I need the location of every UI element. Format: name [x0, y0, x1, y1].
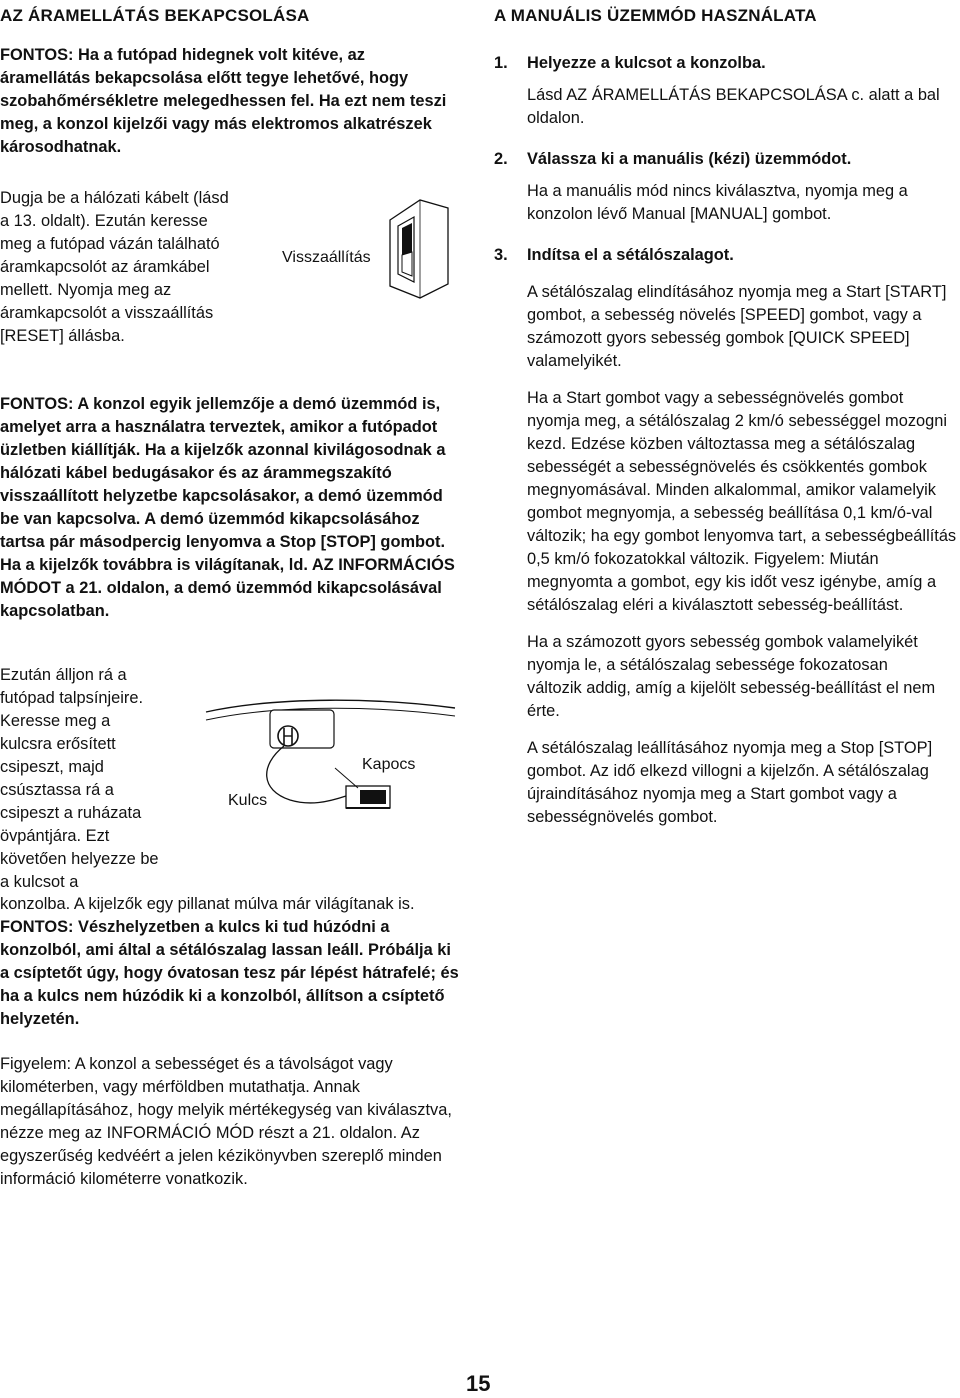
key-cord	[267, 746, 346, 803]
clip-leader-line	[335, 768, 358, 788]
step-1	[494, 52, 960, 130]
page-number: 15	[466, 1371, 491, 1396]
power-switch-icon	[390, 200, 448, 298]
step-number: 3.	[494, 246, 508, 264]
step-list	[494, 52, 960, 829]
step-paragraph: Ha a Start gombot vagy a sebességnövelés gombot nyomja meg, a sétálószalag 2 km/ó sebességgel mozogni kezd. Edzése közben változtassa meg a sétálószalag sebességét a sebességnövelés és csökkentés gombok megnyomásával. Minden alkalommal, amikor valamelyik gombot megnyomja, a sebesség beállítása 0,1 km/ó-val változik; ha egy gombot lenyomva tart, a sebességbeállítás 0,5 km/ó fokozatokkal változik. Figyelem: Miután megnyomta a gombot, egy kis időt vesz igénybe, amíg a sétálószalag eléri a kiválasztott sebesség-beállítást.	[527, 389, 957, 614]
step-2	[494, 148, 960, 226]
key-label: Kulcs	[228, 792, 268, 809]
step-title: Helyezze a kulcsot a konzolba.	[527, 54, 766, 72]
key-clip-instructions: Ezután álljon rá a futópad talpsínjeire. Keresse meg a kulcsra erősített csipeszt, majd csúsztassa rá a csipeszt a ruházata övpántjára. Ezt követően helyezze be a kulcsot a	[0, 666, 159, 891]
units-note: Figyelem: A konzol a sebességet és a távolságot vagy kilométerben, vagy mérföldben mutathatja. Annak megállapításához, hogy melyik mértékegység van kiválasztva, nézze meg az INFORMÁCIÓ MÓD részt a 21. oldalon. Az egyszerűség kedvéért a jelen kézikönyvben szereplő minden információ kilométerre vonatkozik.	[0, 1055, 452, 1188]
step-paragraph: A sétálószalag elindításához nyomja meg a Start [START] gombot, a sebesség növelés [SPEED] gombot, vagy a számozott gyors sebesség gombok [QUICK SPEED] valamelyikét.	[527, 283, 947, 370]
step-number: 1.	[494, 54, 508, 72]
left-heading: AZ ÁRAMELLÁTÁS BEKAPCSOLÁSA	[0, 6, 310, 25]
step-3	[494, 244, 960, 829]
step-paragraph: Ha a számozott gyors sebesség gombok valamelyikét nyomja le, a sétálószalag sebessége fokozatosan változik addig, amíg a kijelölt sebesség-beállítást el nem érte.	[527, 633, 936, 720]
important-demo-mode-note: FONTOS: A konzol egyik jellemzője a demó üzemmód is, amelyet arra a használatra terveztek, amikor a futópadot üzletben kiállítják. Ha a kijelzők azonnal kivilágosodnak a hálózati kábel bedugásakor és az árammegszakító visszaállított helyzetbe kapcsolásakor, a demó üzemmód be van kapcsolva. A demó üzemmód kikapcsolásához tartsa pár másodpercig lenyomva a Stop [STOP] gombot. Ha a kijelzők továbbra is világítanak, ld. AZ INFORMÁCIÓS MÓDOT a 21. oldalon, a demó üzemmód kikapcsolásával kapcsolatban.	[0, 395, 455, 620]
key-icon	[278, 726, 298, 746]
step-title: Válassza ki a manuális (kézi) üzemmódot.	[527, 150, 852, 168]
reset-label: Visszaállítás	[282, 249, 371, 266]
clip-icon	[346, 786, 390, 808]
reset-switch-illustration	[272, 192, 464, 307]
clip-label: Kapocs	[362, 756, 416, 773]
step-paragraph: Lásd AZ ÁRAMELLÁTÁS BEKAPCSOLÁSA c. alatt a bal oldalon.	[527, 86, 940, 127]
right-heading: A MANUÁLIS ÜZEMMÓD HASZNÁLATA	[494, 6, 817, 25]
step-paragraph: Ha a manuális mód nincs kiválasztva, nyomja meg a konzolon lévő Manual [MANUAL] gombot.	[527, 182, 908, 223]
step-paragraph: A sétálószalag leállításához nyomja meg a Stop [STOP] gombot. Az idő elkezd villogni a kijelzőn. A sétálószalag újraindításához nyomja meg a Start gombot vagy a sebességnövelés gombot.	[527, 739, 933, 826]
key-insert-continuation: konzolba. A kijelzők egy pillanat múlva már világítanak is.	[0, 895, 415, 913]
key-clip-illustration	[200, 690, 460, 825]
important-temperature-note: FONTOS: Ha a futópad hidegnek volt kitéve, az áramellátás bekapcsolása előtt tegye lehetővé, hogy szobahőmérsékletre melegedhessen fel. Ha ezt nem teszi meg, a konzol kijelzői vagy más elektromos alkatrészek károsodhatnak.	[0, 46, 447, 156]
plug-in-instructions: Dugja be a hálózati kábelt (lásd a 13. oldalt). Ezután keresse meg a futópad vázán található áramkapcsolót az áramkábel mellett. Nyomja meg az áramkapcsolót a visszaállítás [RESET] állásba.	[0, 189, 229, 345]
important-emergency-note: FONTOS: Vészhelyzetben a kulcs ki tud húzódni a konzolból, ami által a sétálószalag lassan leáll. Próbálja ki a csíptetőt úgy, hogy óvatosan tesz pár lépést hátrafelé; és ha a kulcs nem húzódik ki a konzolból, állítson a csíptető helyzetén.	[0, 918, 459, 1028]
step-title: Indítsa el a sétálószalagot.	[527, 246, 734, 264]
step-number: 2.	[494, 150, 508, 168]
